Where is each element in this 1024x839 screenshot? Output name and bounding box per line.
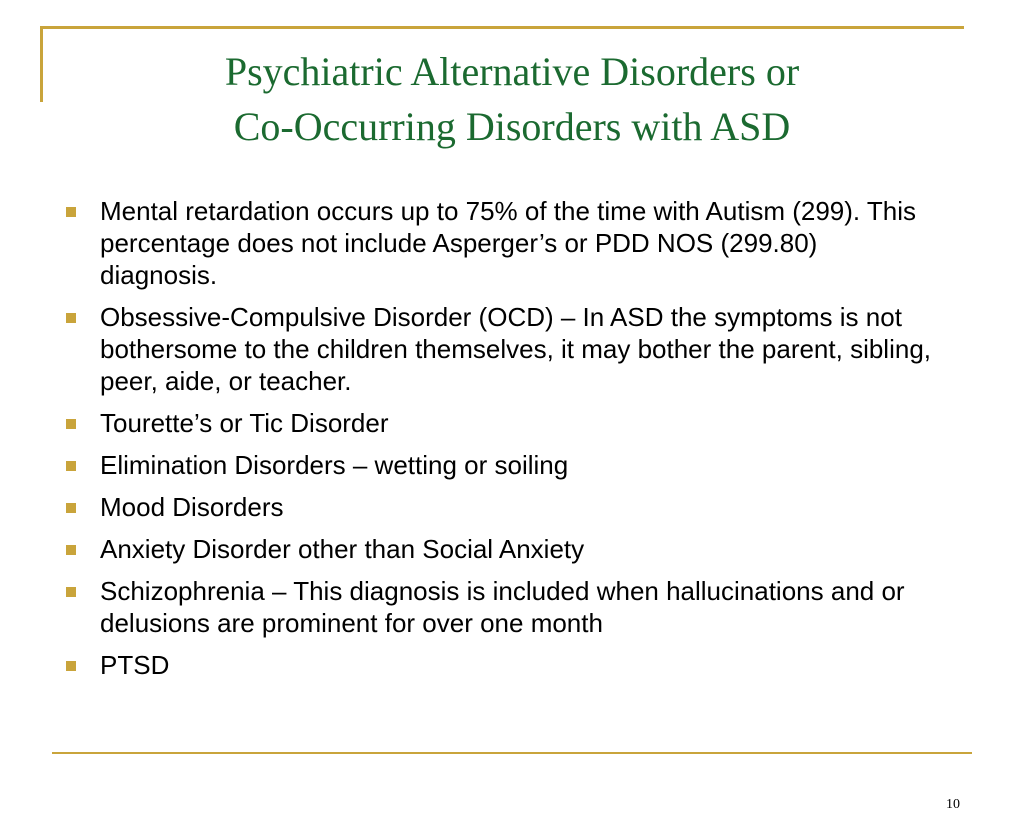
square-bullet-icon: [66, 545, 76, 555]
square-bullet-icon: [66, 587, 76, 597]
bullet-item: [60, 533, 940, 565]
bullet-text: Elimination Disorders – wetting or soiling: [100, 450, 569, 480]
frame-top-rule: [40, 26, 964, 29]
bullet-text: Schizophrenia – This diagnosis is included when hallucinations and or delusions are prominent for over one month: [100, 576, 905, 638]
bullet-text: Obsessive-Compulsive Disorder (OCD) – In ASD the symptoms is not bothersome to the children themselves, it may bother the parent, sibling, peer, aide, or teacher.: [100, 302, 931, 396]
bullet-text: PTSD: [100, 650, 170, 680]
bullet-text: Mental retardation occurs up to 75% of the time with Autism (299). This percentage does not include Asperger’s or PDD NOS (299.80) diagnosis.: [100, 196, 917, 290]
frame-vertical-rule: [40, 26, 43, 102]
bullet-text: Anxiety Disorder other than Social Anxiety: [100, 534, 585, 564]
bullet-item: [60, 491, 940, 523]
page-number: 10: [946, 797, 960, 812]
square-bullet-icon: [66, 207, 76, 217]
square-bullet-icon: [66, 313, 76, 323]
bullet-list: [60, 195, 940, 691]
bullet-item: [60, 575, 940, 639]
title-line-2: Co-Occurring Disorders with ASD: [233, 104, 791, 149]
bullet-item: [60, 195, 940, 291]
bullet-item: [60, 649, 940, 681]
square-bullet-icon: [66, 661, 76, 671]
frame-bottom-rule: [52, 752, 972, 754]
bullet-item: [60, 449, 940, 481]
square-bullet-icon: [66, 461, 76, 471]
square-bullet-icon: [66, 419, 76, 429]
bullet-text: Mood Disorders: [100, 492, 284, 522]
bullet-item: [60, 407, 940, 439]
bullet-text: Tourette’s or Tic Disorder: [100, 408, 389, 438]
bullet-item: [60, 301, 940, 397]
square-bullet-icon: [66, 503, 76, 513]
slide-title: [60, 44, 964, 154]
title-line-1: Psychiatric Alternative Disorders or: [224, 49, 800, 94]
